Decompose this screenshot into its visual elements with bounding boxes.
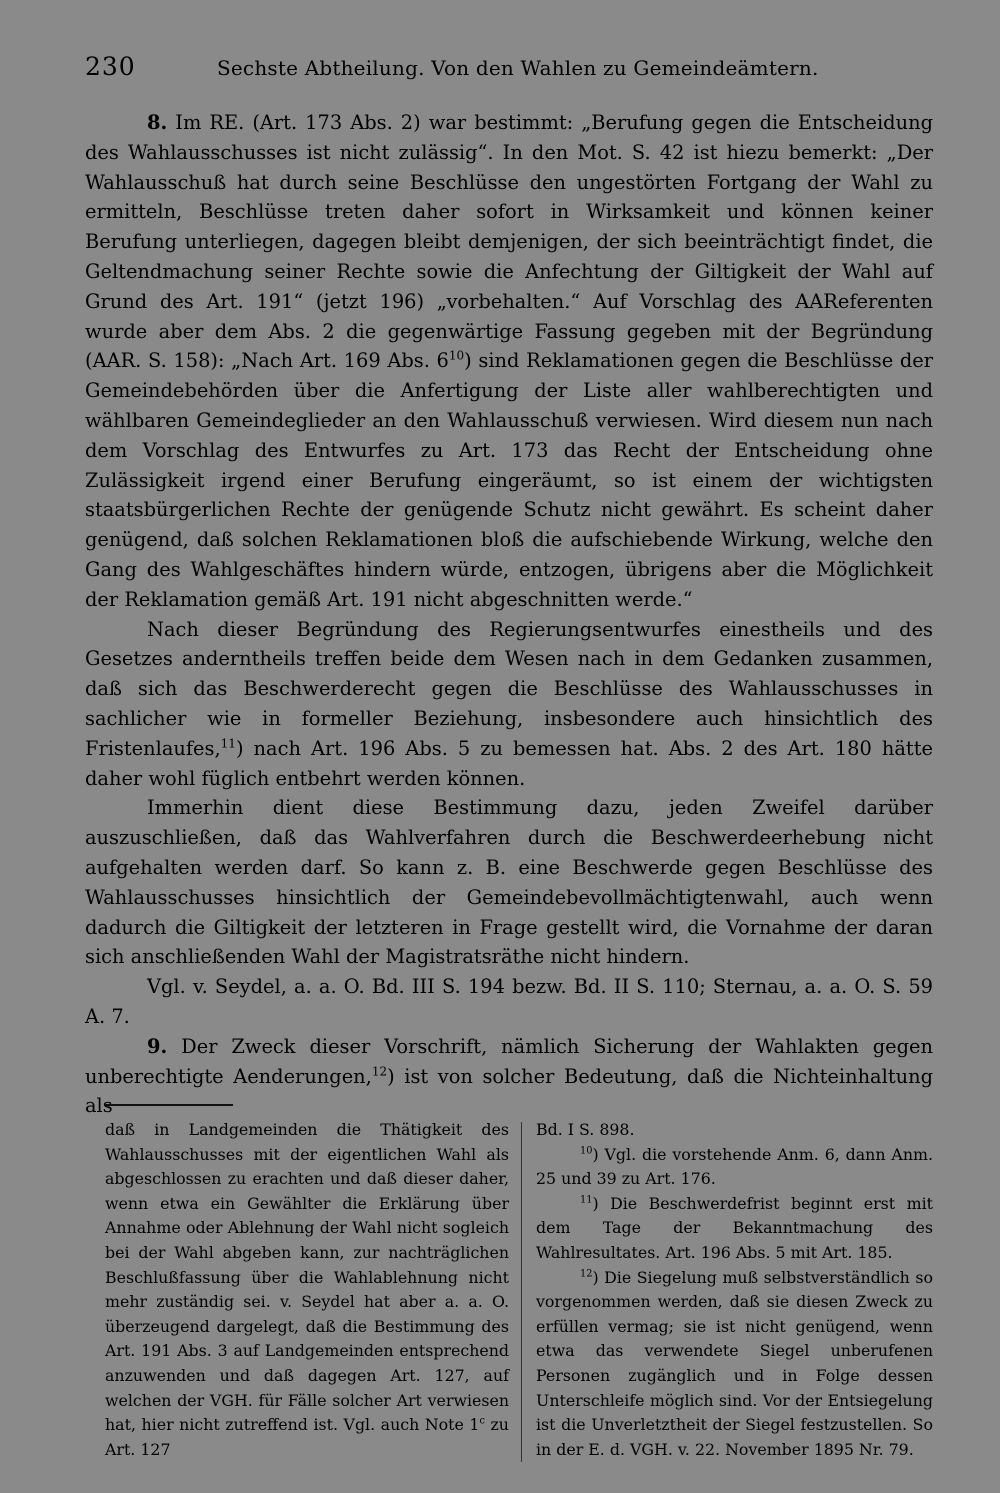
page-number: 230 xyxy=(85,52,136,81)
paragraph-text: ) ist von solcher Bedeutung, daß die Nichteinhaltung als xyxy=(85,1064,934,1118)
running-title: Sechste Abtheilung. Von den Wahlen zu Gemeindeämtern. xyxy=(217,56,819,80)
paragraph xyxy=(85,615,933,794)
paragraph-text: ) nach Art. 196 Abs. 5 zu bemessen hat. Abs. 2 des Art. 180 hätte daher wohl füglich entbehrt werden können. xyxy=(85,736,933,790)
paragraph-text: Im RE. (Art. 173 Abs. 2) war bestimmt: „Berufung gegen die Entscheidung des Wahlausschusses ist nicht zulässig“. In den Mot. S. 42 ist hiezu bemerkt: „Der Wahlausschuß hat durch seine Beschlüsse den ungestörten Fortgang der Wahl zu ermitteln, Beschlüsse treten daher sofort in Wirksamkeit und können keiner Berufung unterliegen, dagegen bleibt demjenigen, der sich beeinträchtigt findet, die Geltendmachung seiner Rechte sowie die Anfechtung der Giltigkeit der Wahl auf Grund des Art. 191“ (jetzt 196) „vorbehalten.“ Auf Vorschlag des AAReferenten wurde aber dem Abs. 2 die gegenwärtige Fassung gegeben mit der Begründung (AAR. S. 158): „Nach Art. 169 Abs. 6 xyxy=(85,111,933,373)
column-divider xyxy=(521,1122,522,1462)
paragraph-9 xyxy=(85,1032,933,1121)
footnote-column-right xyxy=(536,1118,933,1462)
paragraph-text: Der Zweck dieser Vorschrift, nämlich Sicherung der Wahlakten gegen unberechtigte Aenderungen, xyxy=(85,1034,933,1088)
footnote-continuation: Bd. I S. 898. xyxy=(536,1120,635,1139)
paragraph-number: 8. xyxy=(147,111,168,134)
main-text xyxy=(85,108,933,1121)
footnote-10: $^{10}$) Vgl. die vorstehende Anm. 6, dann Anm. 25 und 39 zu Art. 176. xyxy=(536,1144,933,1189)
footnote-ref: 11 xyxy=(220,736,236,751)
footnote-continuation: daß in Landgemeinden die Thätigkeit des Wahlausschusses mit der eigentlichen Wahl als abgeschlossen zu erachten und daß dieser daher, wenn etwa ein Gewählter die Erklärung über Annahme oder Ablehnung der Wahl nicht sogleich bei der Wahl abgeben kann, zur nachträglichen Beschlußfassung über die Wahlablehnung nicht mehr zuständig sei. v. Seydel hat aber a. a. O. überzeugend dargelegt, daß die Bestimmung des Art. 191 Abs. 3 auf Landgemeinden entsprechend anzuwenden und daß dagegen Art. 127, auf welchen der VGH. für Fälle solcher Art verwiesen hat, hier nicht zutreffend ist. Vgl. auch Note 1$^c$ zu Art. 127 xyxy=(105,1120,509,1459)
paragraph-text: ) sind Reklamationen gegen die Beschlüsse der Gemeindebehörden über die Anfertigung der Liste aller wahlberechtigten und wählbaren Gemeindeglieder an den Wahlausschuß verwiesen. Wird diesem nun nach dem Vorschlag des Entwurfes zu Art. 173 das Recht der Entscheidung ohne Zulässigkeit irgend einer Berufung eingeräumt, so ist einem der wichtigsten staatsbürgerlichen Rechte der genügende Schutz nicht gewährt. Es scheint daher genügend, daß solchen Reklamationen bloß die aufschiebende Wirkung, welche den Gang des Wahlgeschäftes hindern würde, entzogen, übrigens aber die Möglichkeit der Reklamation gemäß Art. 191 nicht abgeschnitten werde.“ xyxy=(85,349,933,611)
footnotes xyxy=(85,1118,933,1468)
footnote-ref: 10 xyxy=(448,348,465,363)
paragraph-text: Nach dieser Begründung des Regierungsentwurfes einestheils und des Gesetzes anderntheils treffen beide dem Wesen nach in dem Gedanken zusammen, daß sich das Beschwerderecht gegen die Beschlüsse des Wahlausschusses in sachlicher wie in formeller Beziehung, insbesondere auch hinsichtlich des Fristenlaufes, xyxy=(85,617,933,760)
footnote-12: $^{12}$) Die Siegelung muß selbstverständlich so vorgenommen werden, daß sie diesen Zweck zu erfüllen vermag; sie ist nicht genügend, wenn etwa das verwendete Siegel unberufenen Personen zugänglich und in Folge dessen Unterschleife möglich sind. Vor der Entsiegelung ist die Unverletztheit der Siegel festzustellen. So in der E. d. VGH. v. 22. November 1895 Nr. 79. xyxy=(536,1267,933,1459)
footnote-column-left xyxy=(105,1118,509,1462)
book-page xyxy=(85,48,933,1468)
paragraph-number: 9. xyxy=(147,1034,168,1058)
paragraph: Immerhin dient diese Bestimmung dazu, jeden Zweifel darüber auszuschließen, daß das Wahlverfahren durch die Beschwerdeerhebung nicht aufgehalten werden darf. So kann z. B. eine Beschwerde gegen Beschlüsse des Wahlausschusses hinsichtlich der Gemeindebevollmächtigtenwahl, auch wenn dadurch die Giltigkeit der letzteren in Frage gestellt wird, die Vornahme der daran sich anschließenden Wahl der Magistratsräthe nicht hindern. xyxy=(85,796,933,969)
footnote-11: $^{11}$) Die Beschwerdefrist beginnt erst mit dem Tage der Bekanntmachung des Wahlresultates. Art. 196 Abs. 5 mit Art. 185. xyxy=(536,1193,933,1262)
footnote-rule xyxy=(105,1104,233,1106)
footnote-ref: 12 xyxy=(371,1064,388,1079)
paragraph-8 xyxy=(85,108,933,615)
citation-paragraph: Vgl. v. Seydel, a. a. O. Bd. III S. 194 bezw. Bd. II S. 110; Sternau, a. a. O. S. 59 A. 7. xyxy=(85,975,933,1028)
page-header xyxy=(85,48,933,84)
